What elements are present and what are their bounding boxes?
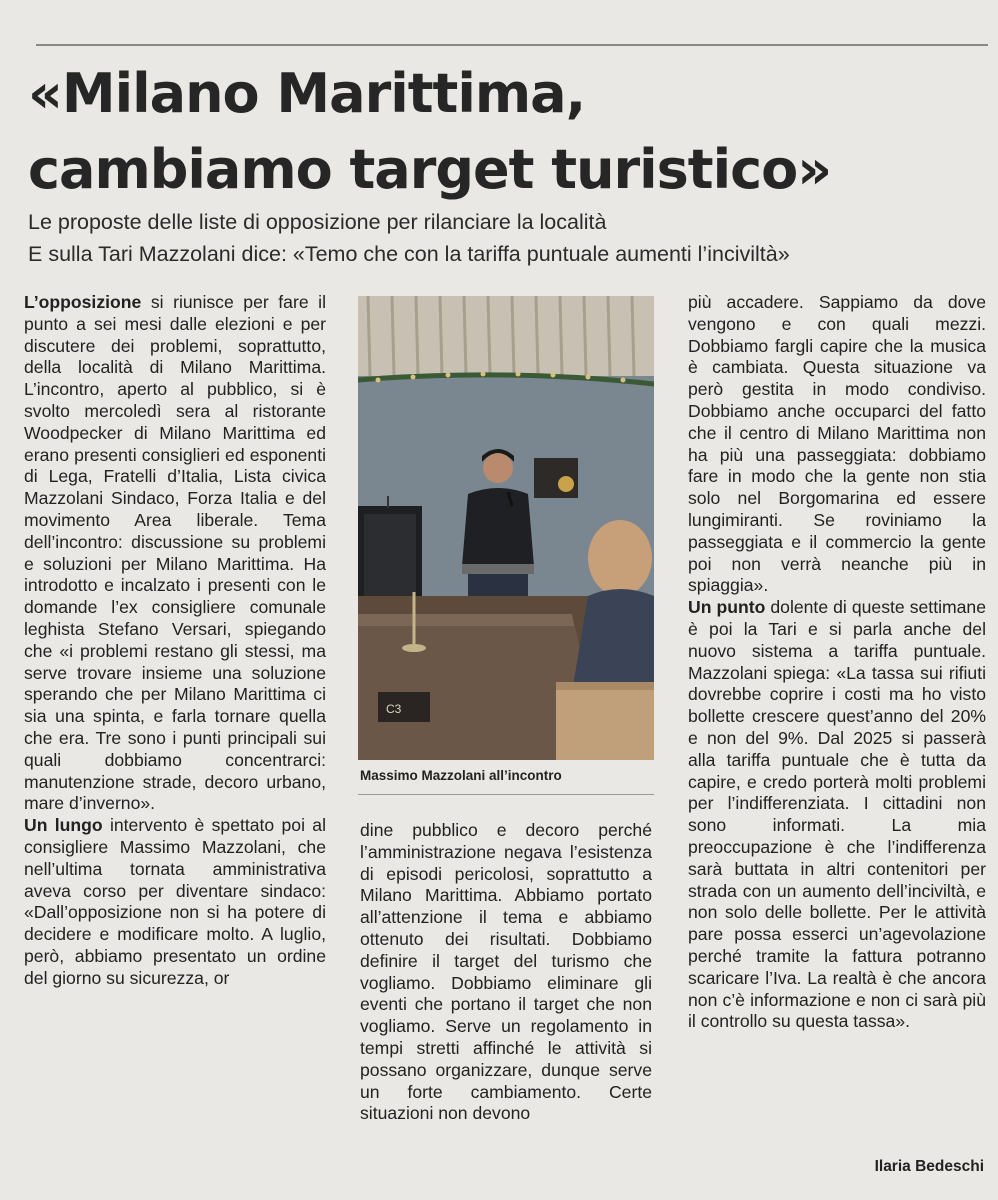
paragraph-2-lead: Un lungo	[24, 815, 103, 836]
subheadline-line-2: E sulla Tari Mazzolani dice: «Temo che con la tariffa puntuale aumenti l’inciviltà»	[28, 242, 790, 266]
article-photo	[358, 296, 654, 760]
table-tag-text: C3	[386, 702, 402, 716]
paragraph-5	[688, 597, 986, 1033]
paragraph-5-lead: Un punto	[688, 597, 766, 618]
paragraph-1	[24, 292, 326, 815]
headline-line-1: «Milano Marittima,	[28, 62, 586, 125]
paragraph-1-lead: L’opposizione	[24, 292, 142, 312]
article-column-3	[688, 292, 986, 1184]
byline: Ilaria Bedeschi	[874, 1158, 984, 1175]
photo-caption: Massimo Mazzolani all’incontro	[360, 768, 562, 783]
article-column-2	[360, 820, 652, 1184]
paragraph-3: dine pubblico e decoro perché l’amministrazione negava l’esistenza di episodi pericolosi, soprattutto a Milano Marittima. Abbiamo portato all’attenzione il tema e abbiamo ottenuto dei risultati. Dobbiamo definire il target del turismo che vogliamo. Dobbiamo eliminare gli eventi che portano il target che non vogliamo. Serve un regolamento in tempi stretti affinché le attività si possano organizzare, dunque serve un forte cambiamento. Certe situazioni non devono	[360, 820, 652, 1124]
headline-line-2: cambiamo target turistico»	[28, 138, 832, 201]
paragraph-2	[24, 815, 326, 989]
top-rule	[36, 44, 988, 46]
subheadline-line-1: Le proposte delle liste di opposizione per rilanciare la località	[28, 210, 607, 234]
paragraph-5-text: dolente di queste settimane è poi la Tari e si parla anche del nuovo sistema a tariffa puntuale. Mazzolani spiega: «La tassa sui rifiuti dovrebbe coprire i costi ma ho visto bollette crescere quest’anno del 20% e non del 9%. Dal 2025 si passerà alla tariffa puntuale che è tutta da capire, e credo porterà molti problemi per l’indifferenziata. I cittadini non sono informati. La mia preoccupazione è che l’indifferenza sarà buttata in altri contenitori per strada con un aumento dell’inciviltà, e non solo delle bollette. Per le attività pare possa esserci un’agevolazione perché tramite la fattura potranno scaricare l’Iva. La realtà è che ancora non c’è informazione e non ci sarà più il controllo su questa tassa».	[688, 597, 986, 1032]
paragraph-4: più accadere. Sappiamo da dove vengono e con quali mezzi. Dobbiamo fargli capire che la musica è cambiata. Questa situazione va però gestita in modo condiviso. Dobbiamo anche occuparci del fatto che il centro di Milano Marittima non ha più una passeggiata: dobbiamo fare in modo che la gente non stia solo nel Borgomarina ed essere lungimiranti. Se roviniamo la passeggiata e il commercio la gente poi non verrà neanche più in spiaggia».	[688, 292, 986, 596]
paragraph-1-text: si riunisce per fare il punto a sei mesi dalle elezioni e per discutere dei problemi, soprattutto, della località di Milano Marittima. L’incontro, aperto al pubblico, si è svolto mercoledì sera al ristorante Woodpecker di Milano Marittima ed erano presenti consiglieri ed esponenti di Lega, Fratelli d’Italia, Lista civica Mazzolani Sindaco, Forza Italia e del movimento Area liberale. Tema dell’incontro: discussione su problemi e soluzioni per Milano Marittima. Ha introdotto e incalzato i presenti con le domande l’ex consigliere comunale leghista Stefano Versari, spiegando che «i problemi restano gli stessi, ma serve trovare insieme una soluzione sperando che per Milano Marittima ci sia una spinta, e farla tornare quella che era. Tre sono i punti principali sui quali dobbiamo concentrarci: manutenzione strade, decoro urbano, mare d’inverno».	[24, 292, 326, 814]
paragraph-2-text: intervento è spettato poi al consigliere Massimo Mazzolani, che nell’ultima tornata amministrativa aveva corso per diventare sindaco: «Dall’opposizione non si ha potere di decidere e modificare molto. A luglio, però, abbiamo presentato un ordine del giorno su sicurezza, or	[24, 815, 326, 988]
article-column-1	[24, 292, 326, 1184]
subheadline	[28, 206, 993, 270]
headline	[28, 56, 988, 208]
caption-rule	[358, 794, 654, 795]
